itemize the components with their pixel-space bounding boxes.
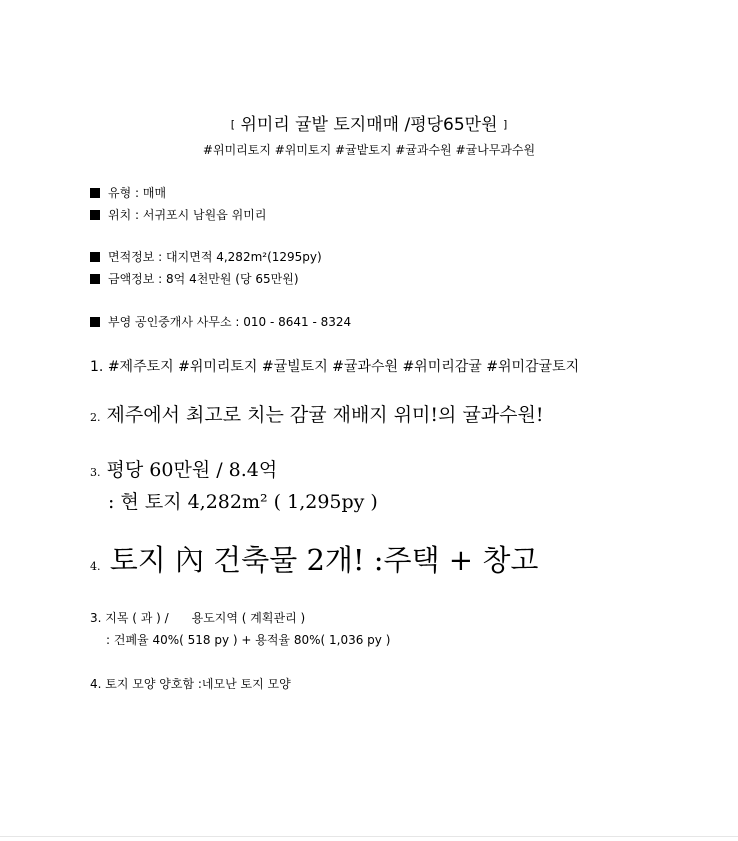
numbered-line-4 <box>90 538 538 579</box>
bullet-text: 유형 : 매매 <box>108 186 167 200</box>
line-number: 2. <box>90 411 101 424</box>
numbered-line-5-sub: : 건폐율 40%( 518 py ) + 용적율 80%( 1,036 py ) <box>106 633 391 647</box>
hashtag-line: #위미리토지 #위미토지 #귤밭토지 #귤과수원 #귤나무과수원 <box>202 143 536 157</box>
line-text: #제주토지 #위미리토지 #귤빌토지 #귤과수원 #위미리감귤 #위미감귤토지 <box>107 359 580 375</box>
line-text: 지목 ( 과 ) / 용도지역 ( 계획관리 ) <box>105 611 306 625</box>
numbered-line-3-sub: : 현 토지 4,282m² ( 1,295py ) <box>108 491 378 513</box>
line-text: 평당 60만원 / 8.4억 <box>106 459 278 481</box>
numbered-line-1 <box>90 356 579 376</box>
line-text: 토지 모양 양호함 :네모난 토지 모양 <box>105 677 291 691</box>
bullet-item-type <box>90 184 166 201</box>
line-text: 제주에서 최고로 치는 감귤 재배지 위미!의 귤과수원! <box>106 404 544 426</box>
title-open-bracket: [ <box>230 118 236 131</box>
numbered-line-5 <box>90 609 305 626</box>
square-bullet-icon <box>90 210 100 220</box>
page-title <box>0 110 738 135</box>
bullet-text: 면적정보 : 대지면적 4,282m²(1295py) <box>108 250 322 264</box>
bullet-text: 금액정보 : 8억 4천만원 (당 65만원) <box>108 272 299 286</box>
line-number: 1. <box>90 359 104 375</box>
numbered-line-6 <box>90 675 291 692</box>
numbered-line-2 <box>90 400 544 427</box>
square-bullet-icon <box>90 252 100 262</box>
numbered-line-3 <box>90 455 277 482</box>
bullet-item-location <box>90 206 266 223</box>
title-close-bracket: ] <box>502 118 508 131</box>
title-text: 위미리 귤밭 토지매매 /평당65만원 <box>240 115 498 135</box>
line-number: 3. <box>90 611 102 625</box>
bullet-item-price <box>90 270 299 287</box>
square-bullet-icon <box>90 274 100 284</box>
bullet-text: 부영 공인중개사 사무소 : 010 - 8641 - 8324 <box>108 315 352 329</box>
bullet-text: 위치 : 서귀포시 남원읍 위미리 <box>108 208 267 222</box>
square-bullet-icon <box>90 188 100 198</box>
line-text: 토지 內 건축물 2개! :주택 + 창고 <box>109 543 539 577</box>
square-bullet-icon <box>90 317 100 327</box>
line-number: 3. <box>90 466 101 479</box>
line-number: 4. <box>90 677 102 691</box>
page-bottom-divider <box>0 836 738 837</box>
line-number: 4. <box>90 560 101 573</box>
bullet-item-area <box>90 248 322 265</box>
bullet-item-contact <box>90 313 351 330</box>
